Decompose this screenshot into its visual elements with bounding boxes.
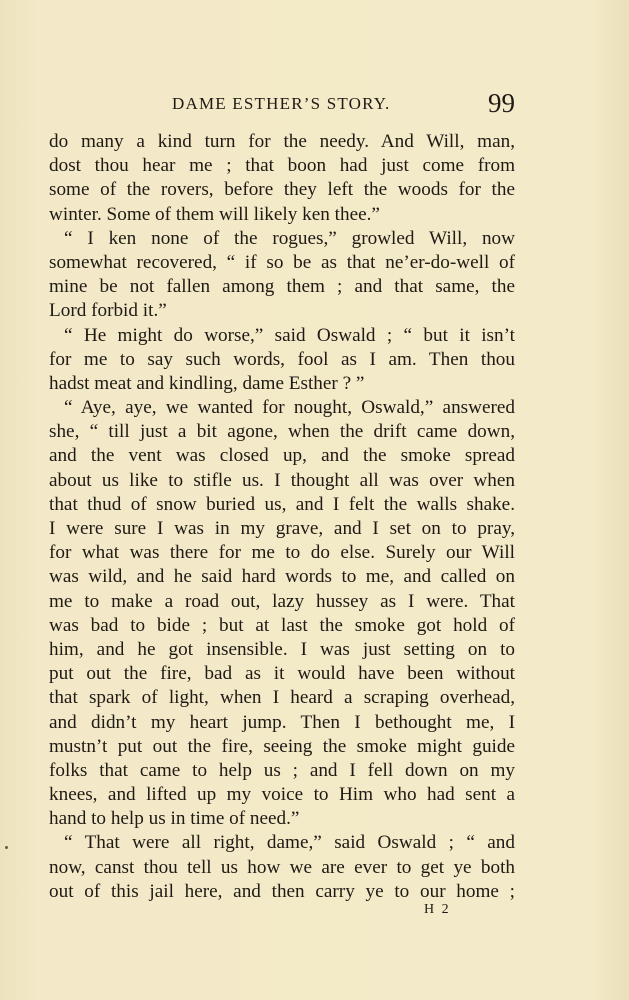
text-line: do many a kind turn for the needy. And Will, man, (49, 131, 515, 152)
page-number: 99 (488, 88, 515, 118)
text-line: dost thou hear me ; that boon had just come from (49, 155, 515, 177)
text-line: hadst meat and kindling, dame Esther ? ” (49, 372, 365, 394)
text-line: “ He might do worse,” said Oswald ; “ but it isn’t (64, 324, 515, 346)
text-line: somewhat recovered, “ if so be as that ne’er-do-well of (49, 251, 515, 273)
text-line: Lord forbid it.” (49, 300, 167, 322)
text-line: me to make a road out, lazy hussey as I were. That (49, 590, 515, 612)
text-line: that thud of snow buried us, and I felt the walls shake. (49, 493, 515, 515)
text-line: about us like to stifle us. I thought all was over when (49, 469, 515, 491)
text-line: I were sure I was in my grave, and I set on to pray, (49, 518, 515, 539)
text-line: him, and he got insensible. I was just setting on to (49, 638, 515, 660)
text-line: she, “ till just a bit agone, when the drift came down, (49, 421, 515, 443)
text-line: out of this jail here, and then carry ye to our home ; (49, 880, 515, 902)
text-line: and didn’t my heart jump. Then I bethought me, I (49, 711, 515, 733)
text-line: “ I ken none of the rogues,” growled Will, now (64, 227, 515, 249)
body-text (49, 130, 515, 904)
text-line: some of the rovers, before they left the woods for the (49, 179, 515, 201)
text-line: mine be not fallen among them ; and that same, the (49, 276, 515, 298)
text-line: now, canst thou tell us how we are ever to get ye both (49, 856, 515, 878)
text-line: for what was there for me to do else. Surely our Will (49, 542, 515, 564)
text-line: was wild, and he said hard words to me, and called on (49, 566, 515, 588)
text-line: mustn’t put out the fire, seeing the smoke might guide (49, 735, 515, 757)
text-line: knees, and lifted up my voice to Him who had sent a (49, 784, 515, 806)
running-head: DAME ESTHER’S STORY. (172, 94, 391, 113)
text-line: folks that came to help us ; and I fell down on my (49, 759, 515, 781)
signature-mark: H 2 (424, 902, 451, 917)
text-line: put out the fire, bad as it would have been without (49, 663, 515, 685)
text-line: for me to say such words, fool as I am. Then thou (49, 348, 515, 370)
text-line: was bad to bide ; but at last the smoke got hold of (49, 614, 515, 636)
text-line: hand to help us in time of need.” (49, 808, 300, 830)
text-line: and the vent was closed up, and the smoke spread (49, 445, 515, 467)
page-header (160, 88, 515, 120)
text-line: “ That were all right, dame,” said Oswald ; “ and (64, 832, 515, 854)
text-line: winter. Some of them will likely ken thee.” (49, 203, 380, 225)
text-line: that spark of light, when I heard a scraping overhead, (49, 687, 515, 709)
text-line: “ Aye, aye, we wanted for nought, Oswald,” answered (64, 397, 515, 419)
margin-speck (5, 846, 8, 849)
